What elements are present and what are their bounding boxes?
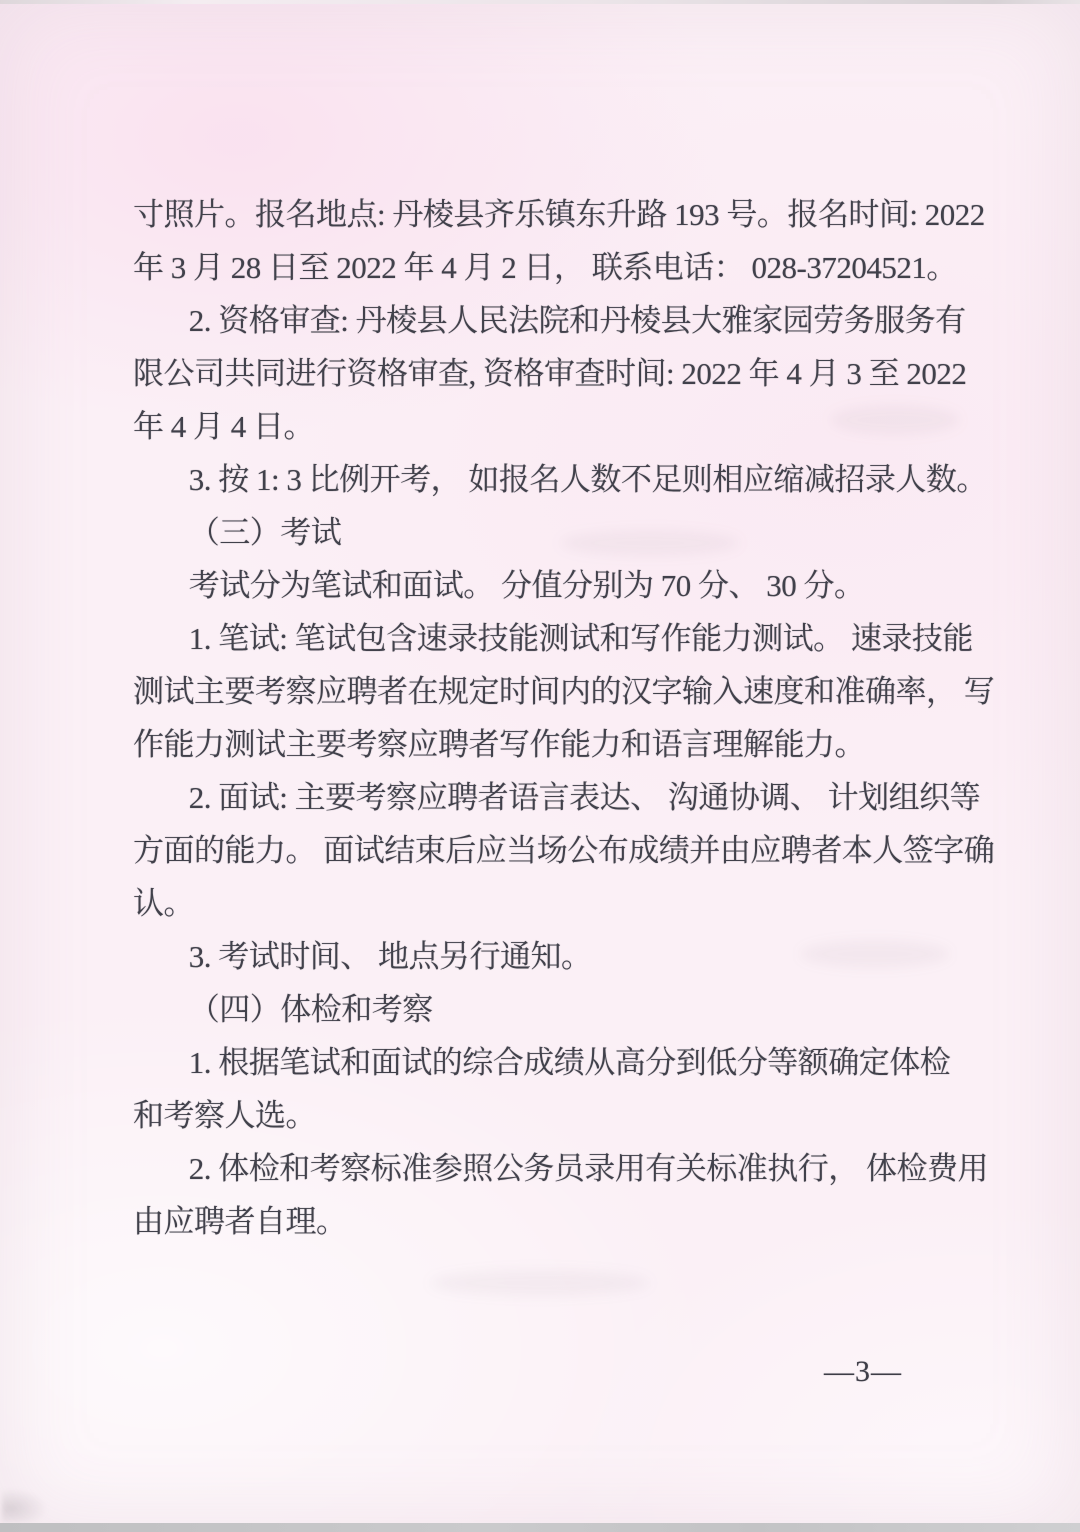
document-body [133,188,993,1248]
text-line: 测试主要考察应聘者在规定时间内的汉字输入速度和准确率， 写 [133,674,995,709]
corner-smudge [2,1488,48,1522]
text-line: 2. 体检和考察标准参照公务员录用有关标准执行， 体检费用 [188,1151,989,1186]
text-line: 2. 资格审查: 丹棱县人民法院和丹棱县大雅家园劳务服务有 [188,303,966,338]
page-number: —3— [824,1355,902,1388]
text-line: 3. 按 1: 3 比例开考， 如报名人数不足则相应缩减招录人数。 [188,462,987,497]
text-line: （四）体检和考察 [188,992,433,1027]
text-line: 方面的能力。 面试结束后应当场公布成绩并由应聘者本人签字确 [133,833,995,868]
text-line: 1. 根据笔试和面试的综合成绩从高分到低分等额确定体检 [188,1045,951,1080]
text-line: 寸照片。报名地点: 丹棱县齐乐镇东升路 193 号。报名时间: 2022 [133,197,985,232]
text-line: 2. 面试: 主要考察应聘者语言表达、 沟通协调、 计划组织等 [188,780,981,815]
text-line: 年 3 月 28 日至 2022 年 4 月 2 日， 联系电话： 028-37204521。 [133,250,957,285]
text-line: 1. 笔试: 笔试包含速录技能测试和写作能力测试。 速录技能 [188,621,973,656]
text-line: 认。 [133,886,194,921]
text-line: 由应聘者自理。 [133,1204,347,1239]
text-line: 限公司共同进行资格审查, 资格审查时间: 2022 年 4 月 3 至 2022 [133,356,967,391]
text-line: （三）考试 [188,515,342,550]
scan-artifact [430,1270,650,1296]
photo-bottom-edge [0,1523,1080,1532]
text-line: 年 4 月 4 日。 [133,409,314,444]
text-line: 考试分为笔试和面试。 分值分别为 70 分、 30 分。 [188,568,865,603]
text-line: 和考察人选。 [133,1098,316,1133]
text-line: 作能力测试主要考察应聘者写作能力和语言理解能力。 [133,727,865,762]
photo-top-edge [0,0,1080,4]
text-line: 3. 考试时间、 地点另行通知。 [188,939,592,974]
